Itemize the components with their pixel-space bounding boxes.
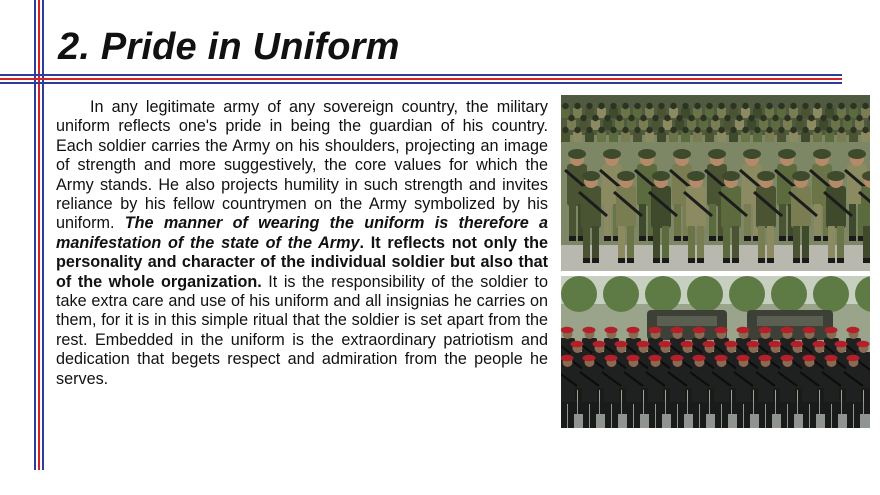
decorative-horizontal-line-blue <box>0 74 842 76</box>
paragraph-text-closing: It is the responsibility of the soldier to take extra care and use of his uniform and all insignias he carries on them, for it is in this simple ritual that the soldier is set apart from the rest. Embedded in the uniform is the extraordinary patriotism and dedication that begets respect and admiration from the people he serves. <box>56 272 548 388</box>
body-paragraph <box>56 98 548 389</box>
decorative-horizontal-line-red <box>0 78 842 80</box>
decorative-vertical-line-red <box>38 0 40 470</box>
decorative-horizontal-line-blue <box>0 82 842 84</box>
slide-title: 2. Pride in Uniform <box>58 26 400 68</box>
paragraph-text-bold: . It reflects not only the personality and character of the individual soldier but also that of the whole organization. <box>56 233 548 291</box>
decorative-vertical-line-blue <box>34 0 36 470</box>
photo-soldiers-black-uniform-illustration <box>561 276 870 428</box>
paragraph-text-intro: In any legitimate army of any sovereign country, the military uniform reflects one's pride in being the guardian of his country. Each soldier carries the Army on his shoulders, projecting an image of strength and more suggestively, the core values for which the Army stands. He also projects humility in such strength and invites reliance by his fellow countrymen on the Army symbolized by his uniform. <box>56 98 548 233</box>
photo-soldiers-camouflage <box>561 95 870 271</box>
photo-soldiers-black-uniform <box>561 276 870 428</box>
paragraph-text-bold-italic: The manner of wearing the uniform is therefore a manifestation of the state of the Army <box>56 214 548 252</box>
photo-soldiers-camouflage-illustration <box>561 95 870 271</box>
decorative-vertical-line-blue <box>42 0 44 470</box>
